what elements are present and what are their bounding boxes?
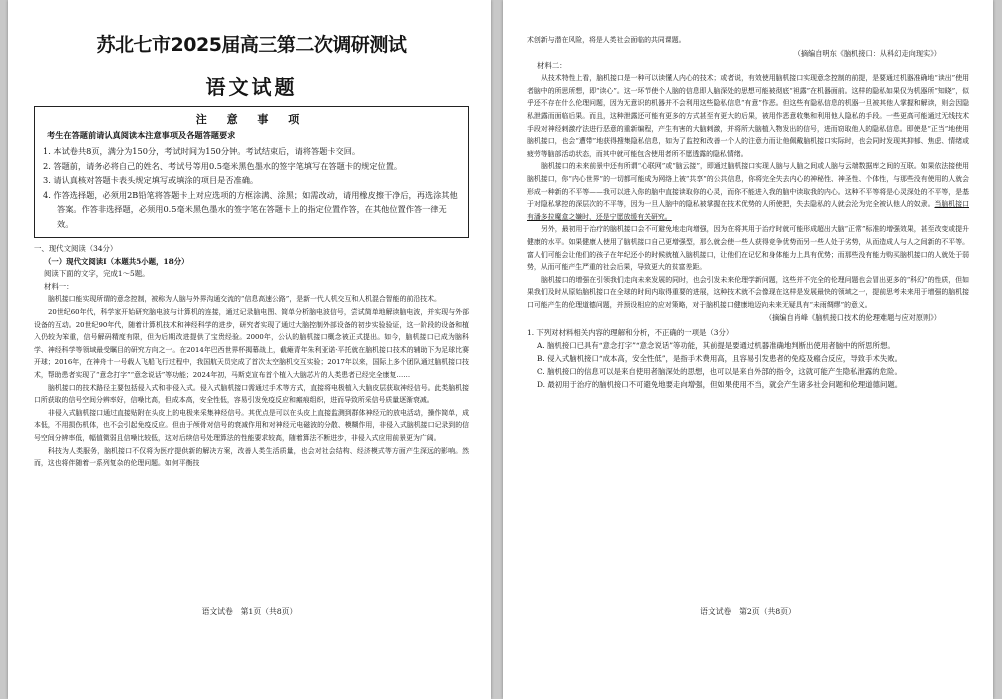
answer-option-d: D. 最初用于治疗的脑机接口不可避免地要走向增强，但如果使用不当，就会产生诸多社会问题和伦理道德问题。 xyxy=(537,379,903,389)
notice-item: 4. 作答选择题，必须用2B铅笔将答题卡上对应选项的方框涂满、涂黑；如需改动，请用橡皮擦干净后，再选涂其他答案。作答非选择题，必须用0.5毫米黑色墨水的签字笔在答题卡上的指定位置作答，在其他位置作答一律无效。 xyxy=(43,189,458,229)
body-paragraph: 另外，最初用于治疗的脑机接口会不可避免地走向增强，因为在将其用于治疗时就可能形成超出大脑“正常”标准的增强效果，甚至改变或提升健康的水平。如果健康人使用了脑机接口自己更增强型，那么就会使一些人获得竞争优势而另一些人处于劣势，从而造成人与人之间新的不平等。富人们可能会让他们的孩子在年纪还小的时候就植入脑机接口，让他们在记忆和身体能力上具有优势；而那些没有能力购买脑机接口的人就处于弱势，从而可能产生严重的社会后果，导致更大的贫富差距。 xyxy=(527,225,969,272)
page-footer: 语文试卷 第1页（共8页） xyxy=(201,607,298,616)
notice-item: 3. 请认真核对答题卡表头规定填写或填涂的项目是否准确。 xyxy=(43,175,259,185)
source-citation: （摘编自肖峰《脑机接口技术的伦理难题与应对原则》） xyxy=(764,313,941,323)
notice-box xyxy=(34,106,469,238)
question-stem: 1. 下列对材料相关内容的理解和分析，不正确的一项是（3分） xyxy=(527,328,734,338)
notice-intro: 考生在答题前请认真阅读本注意事项及各题答题要求 xyxy=(47,130,236,140)
body-paragraph: 脑机接口能实现所谓的意念控制，被称为人脑与外界沟通交流的“信息高速公路”，是新一代人机交互和人机混合智能的前沿技术。 xyxy=(48,295,441,304)
body-paragraph: 脑机接口的技术路径主要包括侵入式和非侵入式。侵入式脑机接口需通过手术等方式，直接将电极植入大脑皮层获取神经信号。此类脑机接口所获取的信号空间分辨率好，信噪比高，但成本高，安全性低，容易引发免疫反应和瘢痕组织，进而导致所采信号质量逐渐衰减。 xyxy=(34,383,469,405)
notice-item: 1. 本试卷共8页，满分为150分，考试时间为150分钟。考试结束后，请将答题卡交回。 xyxy=(43,146,361,156)
page-footer: 语文试卷 第2页（共8页） xyxy=(700,607,796,616)
material-label: 材料二： xyxy=(537,60,567,70)
body-paragraph: 从技术特性上看，脑机接口是一种可以读懂人内心的技术；或者说，有效使用脑机接口实现意念控制的前提，是要通过机器准确地“读出”使用者脑中的所思所想，即“读心”。这一环节使个人脑的信息即人脑深处的思想可能被彻底“袒露”在机器面前。这样的隐私如果仅为机器所“知晓”，似乎还不存在什么伦理问题，因为无意识的机器并不会利用这些隐私信息“有意”作恶。但这些有隐私信息的机器一旦被其他人掌握和解读，则会因隐私泄露而面临后果。而且，这种泄露还可能有更多的方式甚至有更大的后果，被用作恶意收集和利用他人隐私的手段。一些更高可能通过无线技术手段对神经刺激疗法进行恶意的重新编程，产生有害的大脑刺激，并将所大脑植入物发出的信号，进而窃取他人的隐私信息。即使是“正当”地使用脑机接口，也会“遭带”地获得搜集隐私信息，如为了监控和改善一个人的注意力而让他佩戴脑机接口实际时，也会同时发现其抑郁、焦虑、情绪或疲劳等脑部活动状态，而其中就可能包含使用者所不愿透露的隐私情绪。 xyxy=(527,74,969,158)
body-paragraph: 科技为人类服务，脑机接口不仅将为医疗提供新的解决方案，改善人类生活质量，也会对社会结构、经济模式等方面产生深远的影响。然而，这也将伴随着一系列复杂的伦理问题。如何平衡技 xyxy=(34,446,469,468)
answer-option-c: C. 脑机接口的信息可以是来自使用者脑深处的思想，也可以是来自外部的指令，这就可能产生隐私泄露的危险。 xyxy=(537,367,902,377)
continuation-text: 术创新与潜在风险，将是人类社会面临的共同课题。 xyxy=(527,36,686,44)
section-heading: 一、现代文阅读（34分） xyxy=(34,244,118,253)
exam-page-2 xyxy=(503,0,993,699)
notice-item: 2. 答题前，请务必将自己的姓名、考试号等用0.5毫米黑色墨水的签字笔填写在答题卡的规定位置。 xyxy=(43,160,403,171)
reading-instruction: 阅读下面的文字，完成1～5题。 xyxy=(44,269,150,279)
body-paragraph: 20世纪60年代，科学家开始研究脑电波与计算机的连接，通过记录脑电图、简单分析脑电波信号，尝试简单地解读脑电波，并实现与外部设备的互动。20世纪90年代，随着计算机技术和神经科学的进步，研究者实现了通过大脑控制外部设备的初步实验验证，这一阶段的设备和植入仍较为笨重，信号解码精度有限，但为后期改进提供了宝贵经验。2000年，公认的脑机接口概念被正式提出。如今，脑机接口已成为脑科学、神经科学等领域最受瞩目的研究方向之一。在2014年巴西世界杯揭幕战上，截瘫青年朱利亚诺·平托就在脑机接口技术的辅助下为足球比赛开球；2016年，在神舟十一号载人飞船飞行过程中，我国航天员完成了首次太空脑机交互实验；2017年以来，国际上多个团队通过脑机接口技术，帮助患者实现了“意念打字”“意念说话”等功能；2024年初，马斯克宣布首个植入大脑芯片的人类患者已经完全康复…… xyxy=(34,307,469,379)
subsection-heading: （一）现代文阅读Ⅰ（本题共5小题，18分） xyxy=(44,256,189,266)
exam-page-1 xyxy=(8,0,491,699)
underlined-sentence: 当脑机接口有潘多拉魔盒之嫌时，还是宁愿放缓有关研究。 xyxy=(527,200,970,221)
body-paragraph xyxy=(527,160,969,223)
exam-title: 苏北七市2025届高三第二次调研测试 xyxy=(96,34,407,56)
paragraph-text: 脑机接口的未来前景中还有所谓“心联网”或“脑云接”，即通过脑机接口实现人脑与人脑之间或人脑与云端数据库之间的互联。如果依法接使用脑机接口，你“内心世界”的一切都可能成为网络上被“共享”的公共信息，你将完全失去内心的神秘性、神圣性、个体性，与那些没有使用的人就会形成一种新的不平等——我可以进入你的脑中直接读取你的心灵，而你不能进入我的脑中读取我的内心。这种不平等将是心灵深处的不平等，是基于对隐私掌控的深层次的不平等，因为一旦人脑中的隐私被掌握在技术优势的人所使把，失去隐私的人就会沦为完全被认他人的奴隶。 xyxy=(527,162,969,209)
body-paragraph: 非侵入式脑机接口通过直接贴附在头皮上的电极来采集神经信号。其优点是可以在头皮上直接监测到群体神经元的放电活动，操作简单，成本低，不用损伤机体，也不会引起免疫反应。但由于颅骨对信号的衰减作用和对神经元电磁波的分散、模糊作用，非侵入式脑机接口记录到的信号空间分辨率低，幅值微弱且信噪比较低，这对后续信号处理算法的性能要求较高，随着算法不断进步，非侵入式应用前景更为广阔。 xyxy=(34,408,469,442)
material-label: 材料一： xyxy=(44,281,74,291)
body-paragraph: 脑机接口的增强在引领我们走向未来发展的同时，也会引发未来伦理学新问题，这些并不完全的伦理问题也会冒出更多的“科幻”的性质，但如果我们及时从原始脑机接口在全球的时间内取得重要的进展，这种技术就不会像现在这样是发展最快的领域之一，提前思考未来用于增强的脑机接口可能产生的伦理道德问题，并预设相应的应对策略，对于脑机接口健康地迈向未来无疑具有“未雨绸缪”的意义。 xyxy=(527,275,969,309)
notice-heading: 注 意 事 项 xyxy=(195,113,308,126)
subject-title: 语文试题 xyxy=(205,75,298,99)
answer-option-a: A. 脑机接口已具有“意念打字”“意念说话”等功能，其前提是要通过机器准确地判断出使用者脑中的所思所想。 xyxy=(537,341,895,351)
source-citation: （摘编自明东《脑机接口：从科幻走向现实》） xyxy=(793,48,941,58)
answer-option-b: B. 侵入式脑机接口“成本高，安全性低”，是指手术费用高，且容易引发患者的免疫及瘢合反应，导致手术失败。 xyxy=(537,354,903,364)
